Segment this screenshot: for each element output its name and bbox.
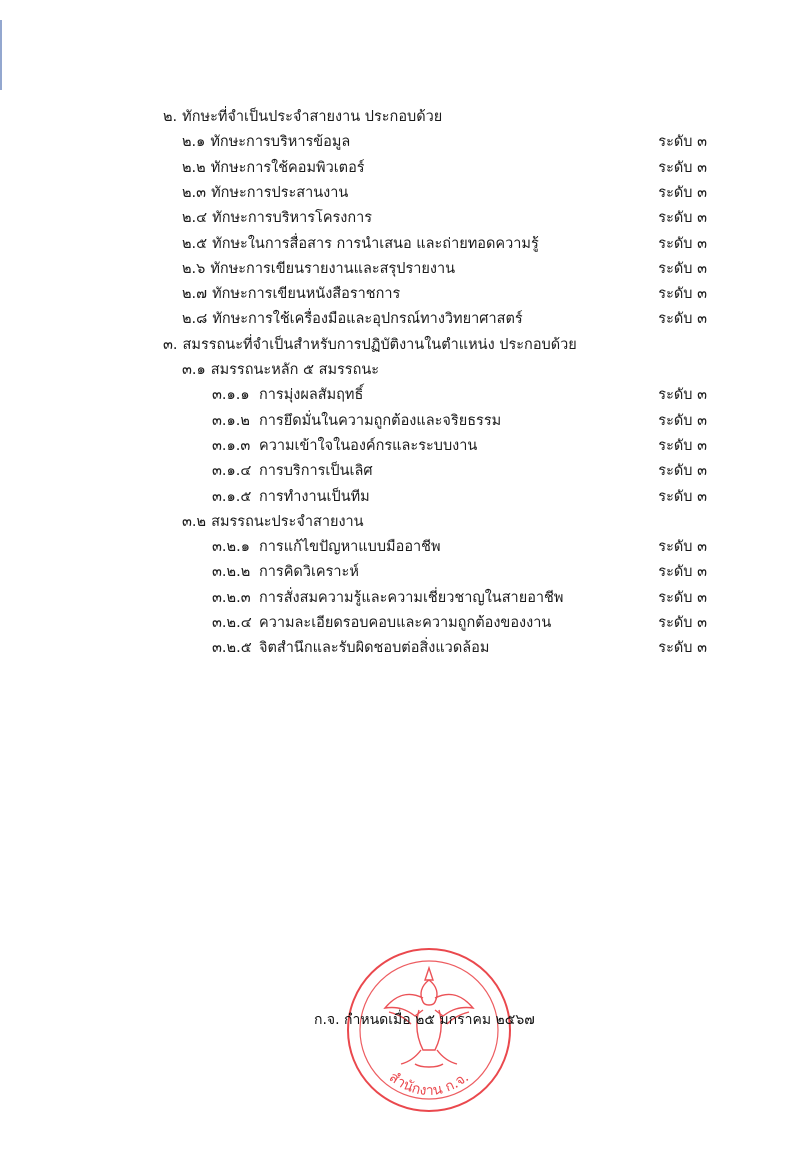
list-item <box>212 560 707 584</box>
list-item <box>182 130 707 154</box>
list-item <box>182 232 707 256</box>
level-label: ระดับ ๓ <box>658 286 707 302</box>
level-label: ระดับ ๓ <box>658 261 707 277</box>
item-text: การแก้ไขปัญหาแบบมืออาชีพ <box>259 539 441 555</box>
list-item <box>212 485 707 509</box>
level-label: ระดับ ๓ <box>658 640 707 656</box>
list-item <box>182 206 707 230</box>
item-text: การทำงานเป็นทีม <box>259 489 370 505</box>
level-label: ระดับ ๓ <box>658 615 707 631</box>
list-item <box>163 333 707 357</box>
item-number: ๒.๖ <box>182 261 206 277</box>
list-item <box>182 510 707 534</box>
level-label: ระดับ ๓ <box>658 564 707 580</box>
item-number: ๓.๑ <box>182 362 206 378</box>
item-text: การยึดมั่นในความถูกต้องและจริยธรรม <box>259 413 502 429</box>
level-label: ระดับ ๓ <box>658 387 707 403</box>
item-number: ๓.๒.๓ <box>212 590 251 606</box>
item-text: ทักษะที่จำเป็นประจำสายงาน ประกอบด้วย <box>182 109 443 125</box>
item-text: สมรรถนะหลัก ๕ สมรรถนะ <box>210 362 380 378</box>
level-label: ระดับ ๓ <box>658 311 707 327</box>
item-number: ๒.๗ <box>182 286 208 302</box>
level-label: ระดับ ๓ <box>658 160 707 176</box>
item-text: การคิดวิเคราะห์ <box>259 564 359 580</box>
level-label: ระดับ ๓ <box>658 413 707 429</box>
level-label: ระดับ ๓ <box>658 438 707 454</box>
item-number: ๓.๑.๒ <box>212 413 250 429</box>
item-text: ทักษะการใช้คอมพิวเตอร์ <box>210 160 365 176</box>
list-item <box>212 459 707 483</box>
item-text: ทักษะการบริหารโครงการ <box>212 210 373 226</box>
item-text: จิตสำนึกและรับผิดชอบต่อสิ่งแวดล้อม <box>259 640 490 656</box>
list-item <box>212 383 707 407</box>
list-item <box>182 181 707 205</box>
item-text: ทักษะในการสื่อสาร การนำเสนอ และถ่ายทอดความรู้ <box>212 236 539 252</box>
level-label: ระดับ ๓ <box>658 463 707 479</box>
item-number: ๓.๑.๕ <box>212 489 252 505</box>
item-number: ๒.๑ <box>182 134 206 150</box>
list-item <box>182 156 707 180</box>
level-label: ระดับ ๓ <box>658 590 707 606</box>
list-item <box>212 586 707 610</box>
item-text: ทักษะการประสานงาน <box>211 185 349 201</box>
item-number: ๓.๒.๕ <box>212 640 252 656</box>
item-number: ๓.๑.๔ <box>212 463 252 479</box>
page-edge-mark <box>0 20 2 90</box>
item-number: ๒.๘ <box>182 311 208 327</box>
level-label: ระดับ ๓ <box>658 236 707 252</box>
list-item <box>212 409 707 433</box>
item-text: ทักษะการเขียนรายงานและสรุปรายงาน <box>210 261 456 277</box>
item-text: ทักษะการใช้เครื่องมือและอุปกรณ์ทางวิทยาศาสตร์ <box>212 311 523 327</box>
list-item <box>212 434 707 458</box>
item-text: ทักษะการเขียนหนังสือราชการ <box>212 286 401 302</box>
item-text: การบริการเป็นเลิศ <box>259 463 373 479</box>
item-number: ๓.๒ <box>182 514 207 530</box>
item-text: ความละเอียดรอบคอบและความถูกต้องของงาน <box>259 615 552 631</box>
list-item <box>182 257 707 281</box>
item-number: ๒.๒ <box>182 160 206 176</box>
list-item <box>182 307 707 331</box>
item-number: ๓.๒.๔ <box>212 615 252 631</box>
list-item <box>212 636 707 660</box>
item-text: สมรรถนะประจำสายงาน <box>211 514 364 530</box>
level-label: ระดับ ๓ <box>658 134 707 150</box>
list-item <box>212 611 707 635</box>
item-text: การสั่งสมความรู้และความเชี่ยวชาญในสายอาชีพ <box>259 590 564 606</box>
level-label: ระดับ ๓ <box>658 210 707 226</box>
item-number: ๒.๕ <box>182 236 208 252</box>
item-text: การมุ่งผลสัมฤทธิ์ <box>259 387 364 403</box>
item-number: ๓. <box>163 337 178 353</box>
level-label: ระดับ ๓ <box>658 539 707 555</box>
item-number: ๓.๑.๓ <box>212 438 251 454</box>
list-item <box>182 358 707 382</box>
level-label: ระดับ ๓ <box>658 185 707 201</box>
item-number: ๒. <box>163 109 178 125</box>
official-seal <box>345 946 513 1114</box>
seal-text: สำนักงาน ก.จ. <box>386 1069 472 1100</box>
list-item <box>182 282 707 306</box>
item-number: ๒.๓ <box>182 185 207 201</box>
list-item <box>212 535 707 559</box>
item-text: ทักษะการบริหารข้อมูล <box>210 134 351 150</box>
item-number: ๓.๑.๑ <box>212 387 250 403</box>
item-number: ๓.๒.๑ <box>212 539 250 555</box>
level-label: ระดับ ๓ <box>658 489 707 505</box>
svg-text:สำนักงาน ก.จ. <box>386 1069 472 1099</box>
item-text: ความเข้าใจในองค์กรและระบบงาน <box>259 438 478 454</box>
issued-date-text: ก.จ. กำหนดเมื่อ ๒๕ มกราคม ๒๕๖๗ <box>314 1012 535 1028</box>
list-item <box>163 105 707 129</box>
item-text: สมรรถนะที่จำเป็นสำหรับการปฏิบัติงานในตำแหน่ง ประกอบด้วย <box>182 337 577 353</box>
item-number: ๒.๔ <box>182 210 208 226</box>
item-number: ๓.๒.๒ <box>212 564 251 580</box>
